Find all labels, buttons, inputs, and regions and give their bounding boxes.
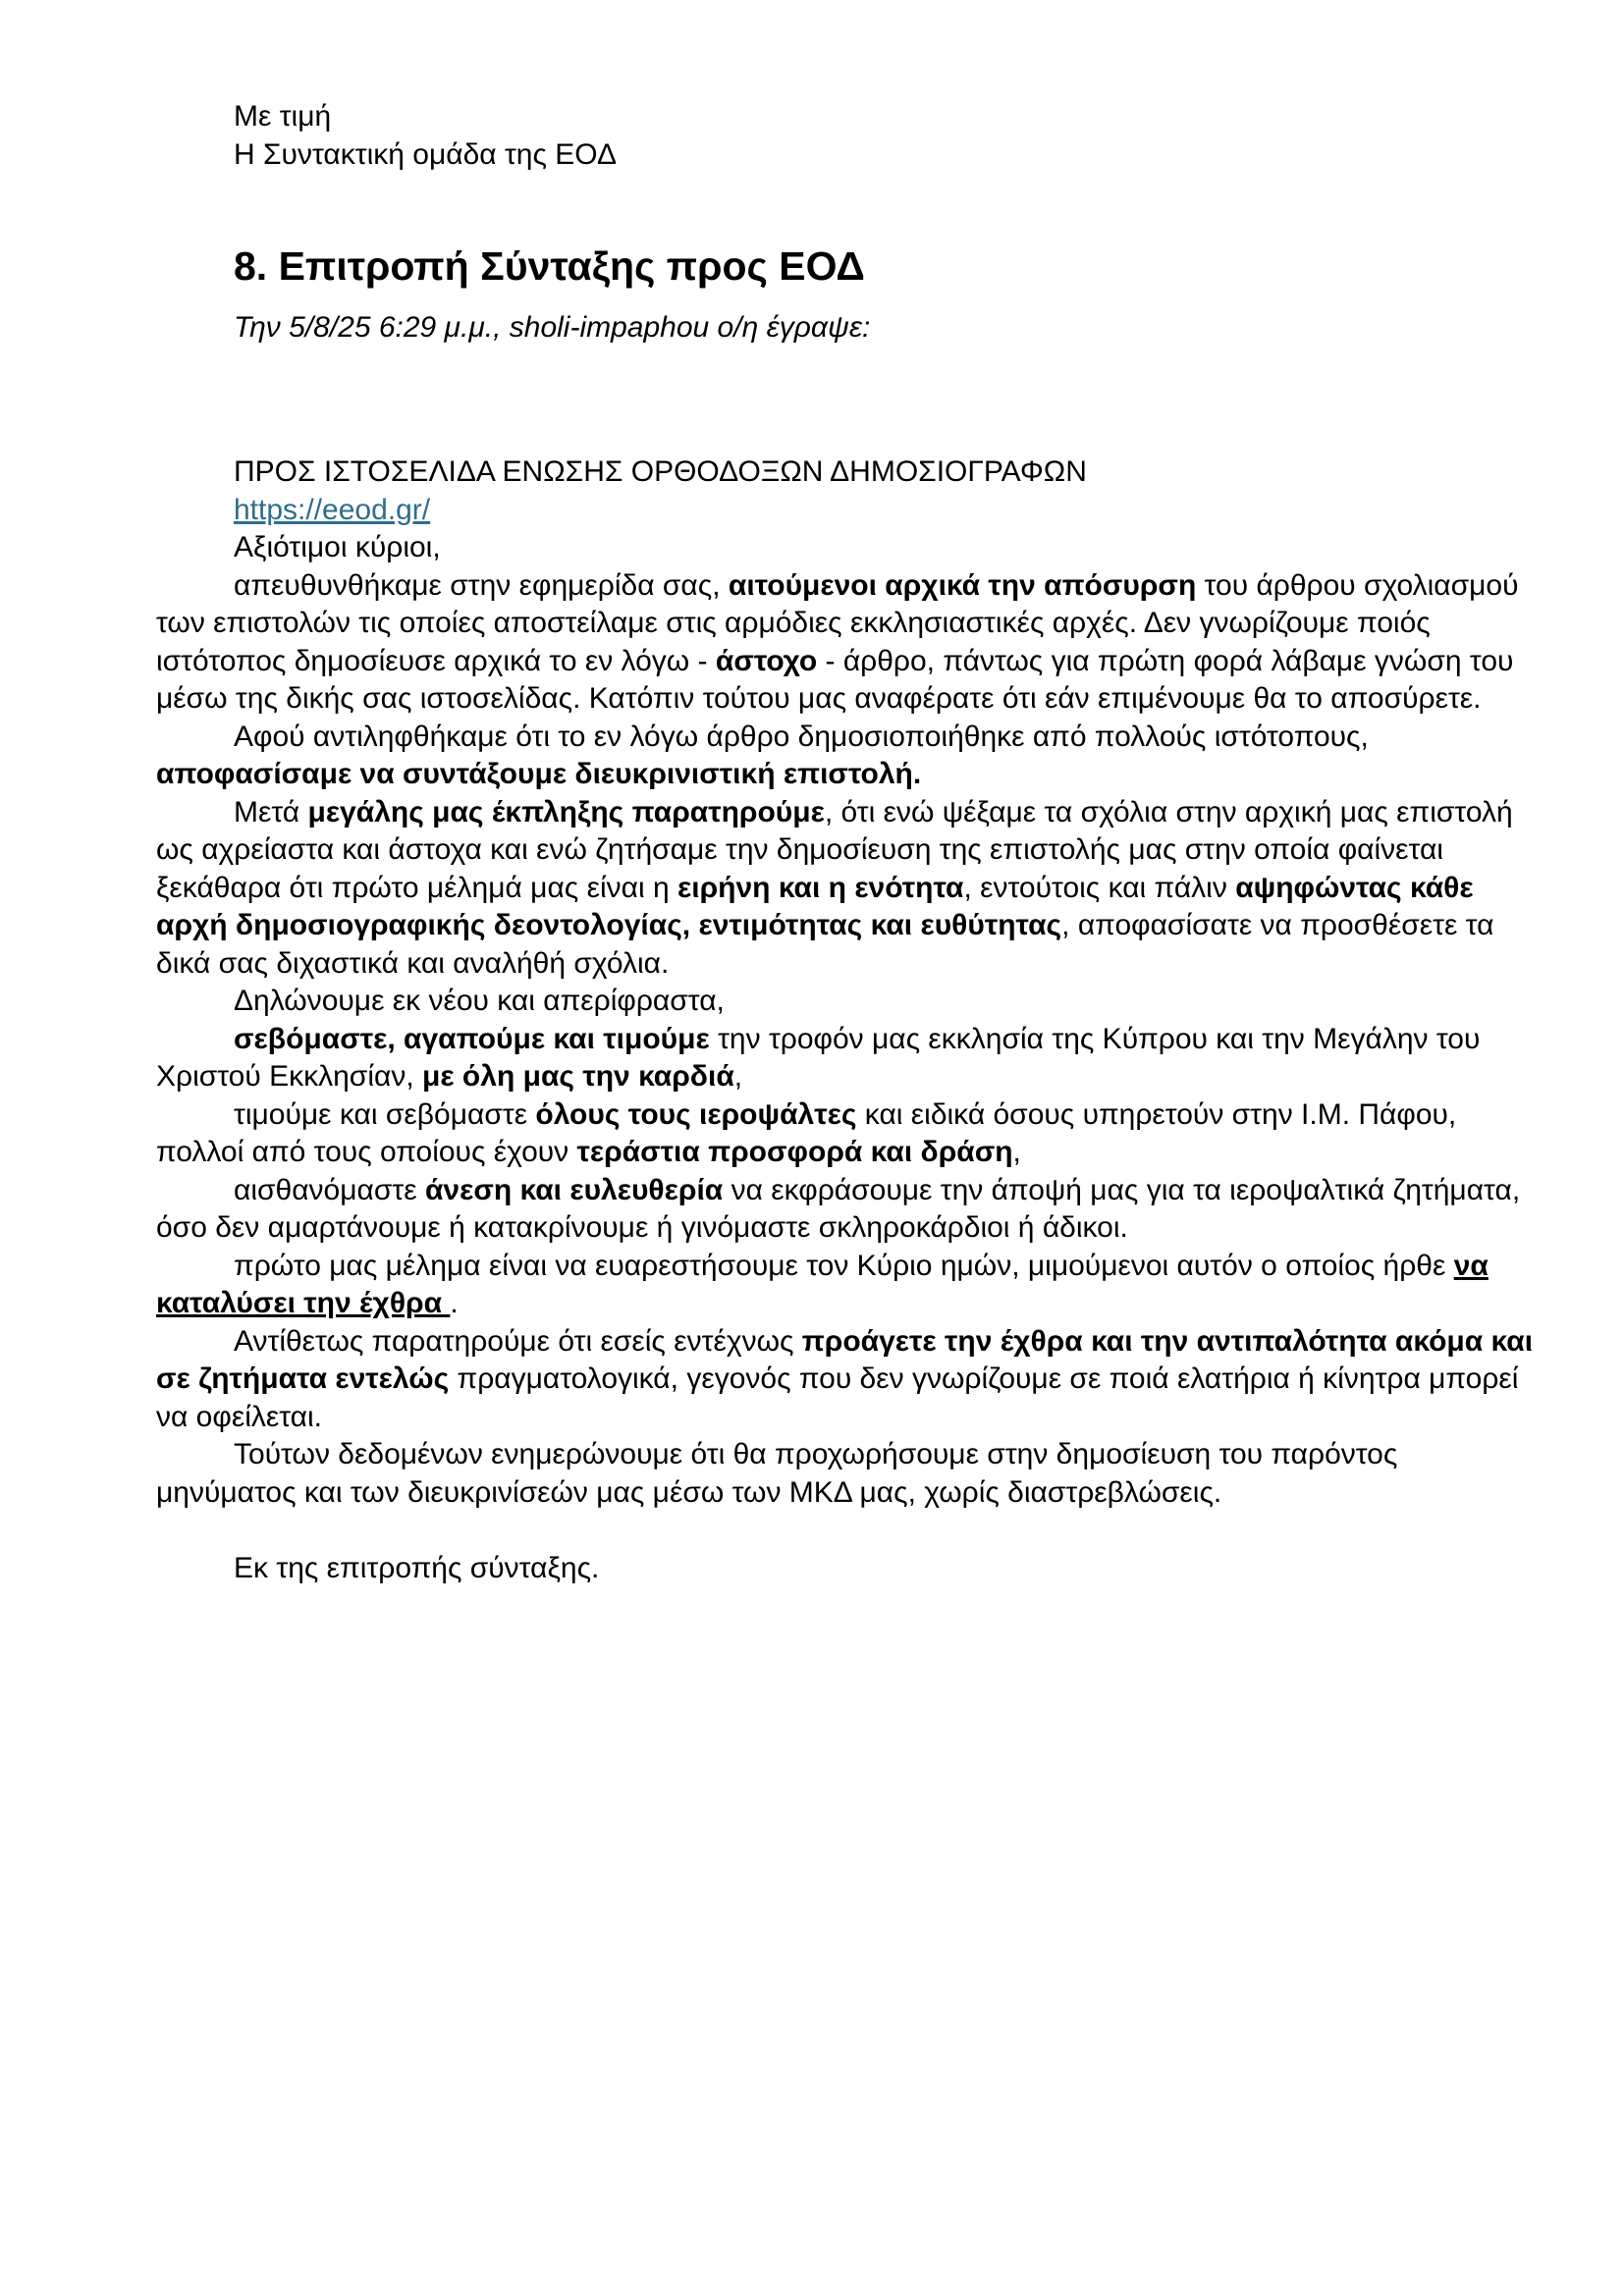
bold-run: ειρήνη και η ενότητα xyxy=(677,871,964,904)
text-run: , αποφασίσατε να προσθέσετε τα δικά σας διχαστικά και αναλήθή σχόλια. xyxy=(156,909,1494,980)
paragraph-6 xyxy=(156,1096,1541,1172)
closing-regards: Με τιμή xyxy=(234,100,332,133)
text-run: και ειδικά όσους υπηρετούν στην Ι.Μ. Πάφου, πολλοί από τους οποίους έχουν xyxy=(156,1097,1457,1168)
paragraph-2 xyxy=(156,719,1541,794)
recipient-line: ΠΡΟΣ ΙΣΤΟΣΕΛΙΔΑ ΕΝΩΣΗΣ ΟΡΘΟΔΟΞΩΝ ΔΗΜΟΣΙΟΓΡΑΦΩΝ xyxy=(234,455,1087,488)
text-run: Αφού αντιληφθήκαμε ότι το εν λόγω άρθρο δημοσιοποιήθηκε από πολλούς ιστότοπους, xyxy=(234,720,1369,753)
paragraph-5 xyxy=(156,1021,1541,1096)
text-run: Μετά xyxy=(234,795,308,828)
link-line xyxy=(156,492,1541,530)
text-run: απευθυνθήκαμε στην εφημερίδα σας, xyxy=(234,568,729,602)
text-run: πρώτο μας μέλημα είναι να ευαρεστήσουμε τον Κύριο ημών, μιμούμενοι αυτόν ο οποίος ήρθε xyxy=(234,1249,1454,1282)
bold-underlined-run: να καταλύσει την έχθρα xyxy=(156,1249,1489,1319)
paragraph-3 xyxy=(156,794,1541,984)
paragraph-8 xyxy=(156,1248,1541,1323)
bold-run: αποφασίσαμε να συντάξουμε διευκρινιστική επιστολή. xyxy=(156,758,922,790)
section-heading: 8. Επιτροπή Σύνταξης προς ΕΟΔ xyxy=(234,243,865,289)
bold-run: σεβόμαστε, αγαπούμε και τιμούμε xyxy=(234,1022,710,1055)
paragraph-4: Δηλώνουμε εκ νέου και απερίφραστα, xyxy=(234,985,725,1017)
text-run: . xyxy=(450,1287,459,1319)
text-run: , ότι ενώ ψέξαμε τα σχόλια στην αρχική μας επιστολή ως αχρείαστα και άστοχα και ενώ ζητήσαμε την δημοσίευση της επιστολής μας στην οποία φαίνεται ξεκάθαρα ότι πρώτο μέλημά μας είναι η xyxy=(156,795,1513,904)
website-link[interactable]: https://eeod.gr/ xyxy=(234,493,431,526)
bold-run: άνεση και ευλευθερία xyxy=(424,1173,724,1206)
bold-run: τεράστια προσφορά και δράση xyxy=(576,1136,1013,1168)
text-run: τιμούμε και σεβόμαστε xyxy=(234,1097,536,1131)
bold-run: αψηφώντας κάθε αρχή δημοσιογραφικής δεοντολογίας, εντιμότητας και ευθύτητας xyxy=(156,871,1474,941)
text-run: , εντούτοις και πάλιν xyxy=(963,871,1236,904)
paragraph-9 xyxy=(156,1323,1541,1437)
bold-run: αιτούμενοι αρχικά την απόσυρση xyxy=(728,568,1197,602)
text-run: αισθανόμαστε xyxy=(234,1173,425,1206)
salutation: Αξιότιμοι κύριοι, xyxy=(234,531,441,563)
letter-body xyxy=(156,454,1541,1587)
text-run: , xyxy=(733,1060,743,1093)
bold-run: με όλη μας την καρδιά xyxy=(422,1060,734,1093)
blank-line xyxy=(156,1512,1541,1550)
text-run: πραγματολογικά, γεγονός που δεν γνωρίζουμε σε ποιά ελατήρια ή κίνητρα μπορεί να οφείλεται. xyxy=(156,1362,1519,1433)
text-run: του άρθρου σχολιασμού των επιστολών τις οποίες αποστείλαμε στις αρμόδιες εκκλησιαστικές αρχές. Δεν γνωρίζουμε ποιός ιστότοπος δημοσίευσε αρχικά το εν λόγω - xyxy=(156,568,1519,677)
signoff: Εκ της επιτροπής σύνταξης. xyxy=(234,1551,600,1584)
text-run: να εκφράσουμε την άποψή μας για τα ιεροψαλτικά ζητήματα, όσο δεν αμαρτάνουμε ή κατακρίνουμε ή γινόμαστε σκληροκάρδιοι ή άδικοι. xyxy=(156,1173,1521,1244)
paragraph-1 xyxy=(156,567,1541,719)
quote-attribution: Την 5/8/25 6:29 μ.μ., sholi-impaphou ο/η έγραψε: xyxy=(234,311,871,344)
closing-signature: Η Συντακτική ομάδα της ΕΟΔ xyxy=(234,137,618,171)
paragraph-7 xyxy=(156,1172,1541,1248)
bold-run: άστοχο xyxy=(715,644,818,677)
paragraph-10: Τούτων δεδομένων ενημερώνουμε ότι θα προχωρήσουμε στην δημοσίευση του παρόντος μηνύματος και των διευκρινίσεών μας μέσω των ΜΚΔ μας, χωρίς διαστρεβλώσεις. xyxy=(156,1438,1398,1509)
text-run: - άρθρο, πάντως για πρώτη φορά λάβαμε γνώση του μέσω της δικής σας ιστοσελίδας. Κατόπιν τούτου μας αναφέρατε ότι εάν επιμένουμε θα το αποσύρετε. xyxy=(156,644,1514,715)
text-run: , xyxy=(1012,1136,1021,1168)
text-run: την τροφόν μας εκκλησία της Κύπρου και την Μεγάλην του Χριστού Εκκλησίαν, xyxy=(156,1022,1481,1093)
text-run: Αντίθετως παρατηρούμε ότι εσείς εντέχνως xyxy=(234,1324,802,1358)
bold-run: προάγετε την έχθρα και την αντιπαλότητα ακόμα και σε ζητήματα εντελώς xyxy=(156,1324,1534,1395)
bold-run: μεγάλης μας έκπληξης παρατηρούμε xyxy=(307,795,825,828)
previous-closing xyxy=(234,98,617,174)
bold-run: όλους τους ιεροψάλτες xyxy=(535,1097,857,1131)
